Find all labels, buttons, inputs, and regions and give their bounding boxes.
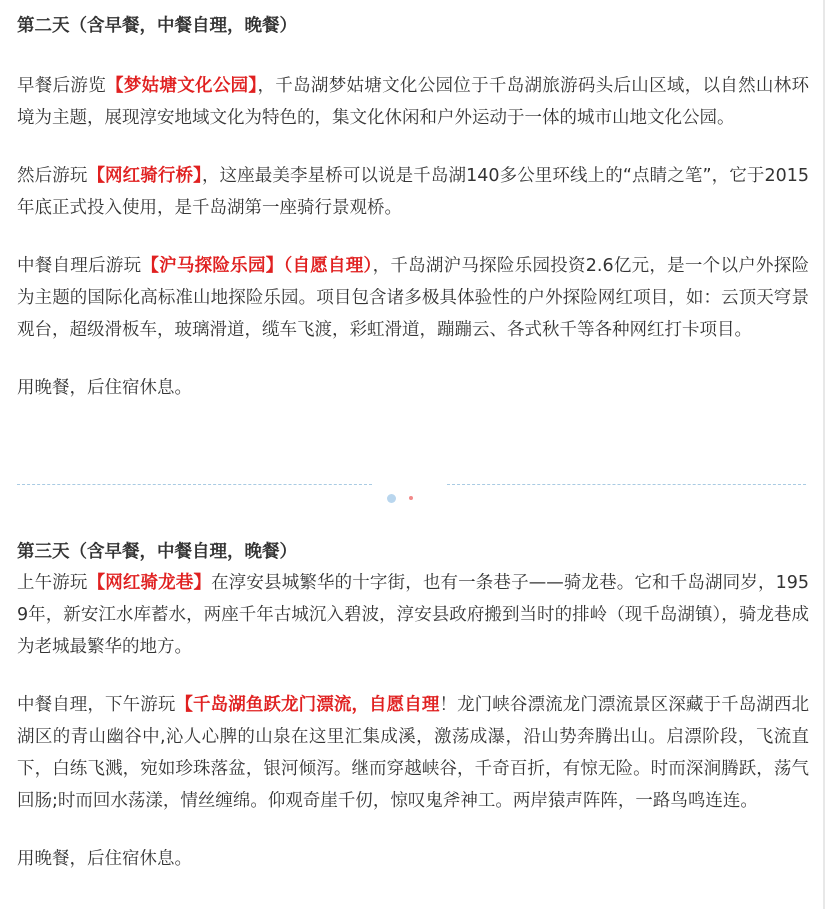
- day2-p2-intro: 然后游玩: [17, 166, 88, 186]
- day3-p1-intro: 上午游玩: [17, 573, 88, 593]
- day3-heading: 第三天（含早餐，中餐自理，晚餐）: [17, 542, 297, 562]
- day2-p3-body: ，千岛湖沪马探险乐园投资2.6亿元，是一个以户外探险为主题的国际化高标准山地探险乐园。项目包含诸多极具体验性的户外探险网红项目，如：云顶天穹景观台，超级滑板车，玻璃滑道，缆车飞渡，彩虹滑道，蹦蹦云、各式秋千等各种网红打卡项目。: [17, 256, 810, 340]
- day2-p1-highlight: 【梦姑塘文化公园】: [106, 76, 258, 96]
- day2-paragraph-3: [17, 250, 809, 346]
- day2-p3-intro: 中餐自理后游玩: [17, 256, 142, 276]
- day3-p2-highlight: 【千岛湖鱼跃龙门漂流，自愿自理: [175, 695, 440, 715]
- day2-p1-intro: 早餐后游览: [17, 76, 107, 96]
- day3-paragraph-3: 用晚餐，后住宿休息。: [17, 849, 192, 869]
- day3-paragraph-2: [17, 689, 809, 817]
- day2-paragraph-1: [17, 70, 809, 134]
- day2-p1-body: ，千岛湖梦姑塘文化公园位于千岛湖旅游码头后山区域，以自然山林环境为主题，展现淳安地域文化为特色的，集文化休闲和户外运动于一体的城市山地文化公园。: [17, 76, 810, 128]
- day2-paragraph-4: 用晚餐，后住宿休息。: [17, 378, 192, 398]
- day3-p1-body: 在淳安县城繁华的十字街，也有一条巷子——骑龙巷。它和千岛湖同岁，1959年，新安江水库蓄水，两座千年古城沉入碧波，淳安县政府搬到当时的排岭（现千岛湖镇），骑龙巷成为老城最繁华的地方。: [17, 573, 810, 657]
- day3-paragraph-1: [17, 567, 809, 663]
- day2-p2-highlight: 【网红骑行桥】: [87, 166, 202, 186]
- day3-p2-intro: 中餐自理，下午游玩: [17, 695, 176, 715]
- day3-p1-highlight: 【网红骑龙巷】: [87, 573, 212, 593]
- divider-dot-red: [409, 496, 413, 500]
- divider-line-right: [447, 484, 806, 485]
- section-divider: [17, 478, 806, 508]
- day2-paragraph-2: [17, 160, 809, 224]
- divider-line-left: [17, 484, 372, 485]
- day2-heading: 第二天（含早餐，中餐自理，晚餐）: [17, 16, 297, 36]
- day3-p2-body: ！龙门峡谷漂流龙门漂流景区深藏于千岛湖西北湖区的青山幽谷中,沁人心脾的山泉在这里汇集成溪，激荡成瀑，沿山势奔腾出山。启漂阶段，飞流直下，白练飞溅，宛如珍珠落盆，银河倾泻。继而穿越峡谷，千奇百折，有惊无险。时而深涧腾跃，荡气回肠;时而回水荡漾，情丝缠绵。仰观奇崖千仞，惊叹鬼斧神工。两岸猿声阵阵，一路鸟鸣连连。: [17, 695, 810, 811]
- day3-section: [17, 537, 809, 875]
- day2-p2-body: ，这座最美李星桥可以说是千岛湖140多公里环线上的“点睛之笔”，它于2015年底正式投入使用，是千岛湖第一座骑行景观桥。: [17, 166, 809, 218]
- day2-section: [17, 8, 809, 404]
- divider-dot-blue: [387, 494, 396, 503]
- day2-p3-highlight: 【沪马探险乐园】（自愿自理）: [141, 256, 373, 276]
